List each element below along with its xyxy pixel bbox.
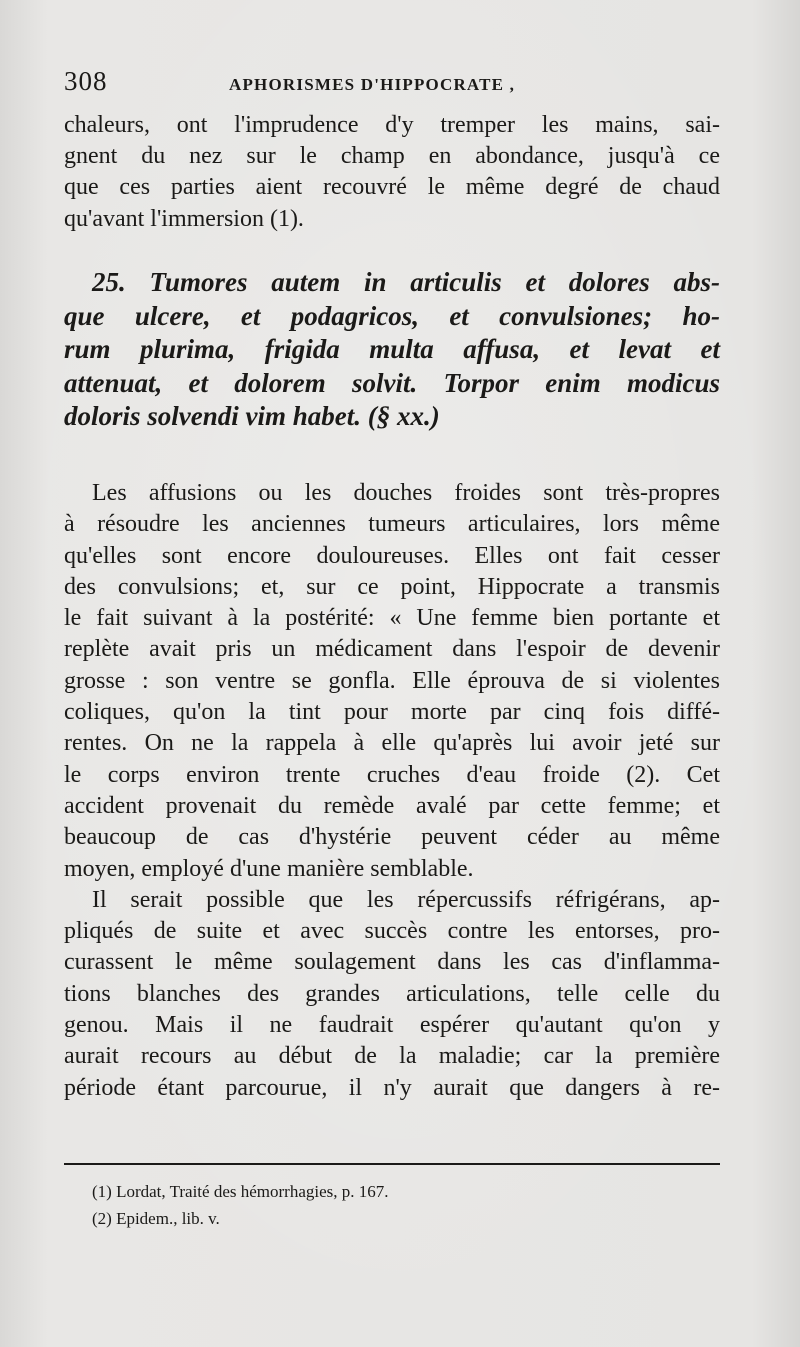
commentary-line: curassent le même soulagement dans les cas d'inflamma- bbox=[64, 949, 720, 976]
commentary-line: des convulsions; et, sur ce point, Hippocrate a transmis bbox=[64, 573, 720, 600]
aphorism-line: attenuat, et dolorem solvit. Torpor enim modicus bbox=[64, 367, 720, 398]
aphorism-latin bbox=[64, 266, 720, 434]
commentary-line: pliqués de suite et avec succès contre les entorses, pro- bbox=[64, 918, 720, 945]
commentary-line: beaucoup de cas d'hystérie peuvent céder au même bbox=[64, 824, 720, 851]
commentary-line: genou. Mais il ne faudrait espérer qu'autant qu'on y bbox=[64, 1012, 720, 1039]
commentary-line: Les affusions ou les douches froides sont très-propres bbox=[92, 480, 720, 506]
commentary-line: coliques, qu'on la tint pour morte par cinq fois diffé- bbox=[64, 699, 720, 726]
aphorism-line: que ulcere, et podagricos, et convulsiones; ho- bbox=[64, 300, 720, 331]
aphorism-line: doloris solvendi vim habet. (§ xx.) bbox=[64, 401, 440, 431]
footnote-2: (2) Epidem., lib. v. bbox=[92, 1209, 220, 1228]
text-line: chaleurs, ont l'imprudence d'y tremper les mains, sai- bbox=[64, 112, 720, 138]
intro-paragraph bbox=[64, 110, 720, 235]
text-line: gnent du nez sur le champ en abondance, jusqu'à ce bbox=[64, 143, 720, 170]
page-header bbox=[64, 66, 724, 106]
page-number: 308 bbox=[64, 66, 108, 96]
commentary bbox=[64, 478, 720, 1104]
commentary-line: grosse : son ventre se gonfla. Elle éprouva de si violentes bbox=[64, 667, 720, 694]
commentary-line: replète avait pris un médicament dans l'espoir de devenir bbox=[64, 636, 720, 663]
footnote-divider bbox=[64, 1163, 720, 1165]
commentary-line: qu'elles sont encore douloureuses. Elles ont fait cesser bbox=[64, 542, 720, 569]
commentary-line: aurait recours au début de la maladie; car la première bbox=[64, 1043, 720, 1070]
commentary-line: Il serait possible que les répercussifs réfrigérans, ap- bbox=[92, 886, 720, 913]
commentary-line: tions blanches des grandes articulations, telle celle du bbox=[64, 980, 720, 1007]
running-head: APHORISMES D'HIPPOCRATE , bbox=[229, 75, 516, 94]
commentary-line: rentes. On ne la rappela à elle qu'après lui avoir jeté sur bbox=[64, 730, 720, 757]
commentary-line: moyen, employé d'une manière semblable. bbox=[64, 855, 474, 882]
aphorism-line: 25. Tumores autem in articulis et dolores abs- bbox=[92, 267, 720, 297]
commentary-line: à résoudre les anciennes tumeurs articulaires, lors même bbox=[64, 511, 720, 538]
footnote-1: (1) Lordat, Traité des hémorrhagies, p. 167. bbox=[92, 1182, 389, 1201]
commentary-line: le fait suivant à la postérité: « Une femme bien portante et bbox=[64, 605, 720, 632]
text-line: qu'avant l'immersion (1). bbox=[64, 205, 304, 232]
commentary-line: le corps environ trente cruches d'eau froide (2). Cet bbox=[64, 761, 720, 788]
aphorism-line: rum plurima, frigida multa affusa, et levat et bbox=[64, 334, 720, 364]
footnotes bbox=[92, 1178, 712, 1232]
text-line: que ces parties aient recouvré le même degré de chaud bbox=[64, 174, 720, 201]
commentary-line: période étant parcourue, il n'y aurait que dangers à re- bbox=[64, 1074, 720, 1101]
commentary-line: accident provenait du remède avalé par cette femme; et bbox=[64, 792, 720, 819]
